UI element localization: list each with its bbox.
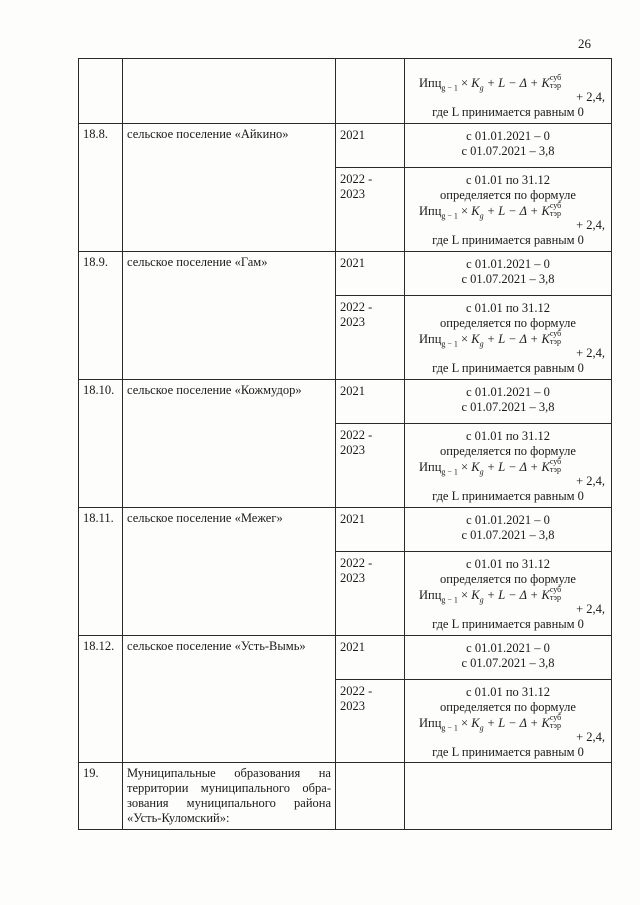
cell-name — [123, 123, 336, 251]
formula-tail: + 2,4, — [576, 345, 605, 360]
cell-value — [405, 295, 612, 379]
year-label: 2021 — [340, 127, 365, 142]
value-line: с 01.01 по 31.12 — [465, 172, 551, 187]
cell-year — [336, 507, 405, 551]
cell-name — [123, 59, 336, 124]
table-row — [79, 507, 612, 551]
cell-year — [336, 251, 405, 295]
row-number: 18.11. — [83, 510, 114, 525]
year-label: 2021 — [340, 639, 365, 654]
formula: $Ипц_{g - 1} \times K_g + L - \Delta + K$ суб тэр — [419, 456, 562, 477]
cell-year — [336, 763, 405, 830]
cell-name — [123, 763, 336, 830]
cell-num — [79, 507, 123, 635]
cell-value — [405, 507, 612, 551]
cell-value — [405, 763, 612, 830]
where-note: где L принимается равным 0 — [432, 616, 584, 631]
value-line: определяется по формуле — [440, 443, 576, 458]
cell-num — [79, 635, 123, 763]
cell-value — [405, 251, 612, 295]
cell-value — [405, 679, 612, 763]
cell-year — [336, 635, 405, 679]
settlement-name: сельское поселение «Гам» — [127, 254, 268, 269]
cell-year — [336, 551, 405, 635]
cell-num — [79, 379, 123, 507]
value-line: с 01.01.2021 – 0 — [466, 640, 550, 655]
formula-tail: + 2,4, — [576, 90, 605, 105]
cell-year — [336, 295, 405, 379]
formula-tail: + 2,4, — [576, 729, 605, 744]
where-note: где L принимается равным 0 — [432, 744, 584, 759]
row-number: 19. — [83, 766, 99, 781]
value-line: с 01.01.2021 – 0 — [466, 384, 550, 399]
table-row-continuation — [79, 59, 612, 124]
cell-num — [79, 763, 123, 830]
year-label: 2022 - 2023 — [340, 299, 373, 329]
table-row — [79, 379, 612, 423]
table-row-municipal — [79, 763, 612, 830]
settlement-name: сельское поселение «Айкино» — [127, 126, 289, 141]
formula: $Ипц_{g - 1} \times K_g + L - \Delta + K$ суб тэр — [419, 712, 562, 733]
cell-num — [79, 251, 123, 379]
value-line: с 01.01 по 31.12 — [465, 556, 551, 571]
formula: $Ипц_{g - 1} \times K_g + L - \Delta + K$ суб тэр — [419, 200, 562, 221]
year-label: 2021 — [340, 255, 365, 270]
year-label: 2022 - 2023 — [340, 171, 373, 201]
value-line: с 01.01.2021 – 0 — [466, 512, 550, 527]
value-line: определяется по формуле — [440, 187, 576, 202]
value-line: с 01.01 по 31.12 — [465, 684, 551, 699]
formula: $Ипц_{g - 1} \times K_g + L - \Delta + K$ суб тэр — [419, 73, 562, 93]
cell-year — [336, 123, 405, 167]
row-number: 18.12. — [83, 638, 115, 653]
table-row — [79, 123, 612, 167]
cell-year — [336, 379, 405, 423]
cell-value — [405, 423, 612, 507]
value-line: определяется по формуле — [440, 315, 576, 330]
cell-year — [336, 59, 405, 124]
cell-value — [405, 551, 612, 635]
formula-tail: + 2,4, — [576, 601, 605, 616]
value-line: определяется по формуле — [440, 571, 576, 586]
formula: $Ипц_{g - 1} \times K_g + L - \Delta + K$ суб тэр — [419, 328, 562, 349]
tariff-table — [78, 58, 611, 830]
value-line: с 01.01 по 31.12 — [465, 428, 551, 443]
formula-tail: + 2,4, — [576, 217, 605, 232]
year-label: 2022 - 2023 — [340, 555, 373, 585]
value-line: с 01.07.2021 – 3,8 — [461, 143, 555, 158]
cell-num — [79, 59, 123, 124]
cell-value — [405, 167, 612, 251]
value-line: с 01.01.2021 – 0 — [466, 256, 550, 271]
value-line: с 01.07.2021 – 3,8 — [461, 271, 555, 286]
row-number: 18.9. — [83, 254, 108, 269]
value-line: определяется по формуле — [440, 699, 576, 714]
year-label: 2021 — [340, 383, 365, 398]
municipality-title: Муниципальные образования на территории муниципального обра-зования муниципального района «Усть-Куломский»: — [127, 766, 331, 826]
settlement-name: сельское поселение «Кожмудор» — [127, 382, 302, 397]
settlement-name: сельское поселение «Усть-Вымь» — [127, 638, 306, 653]
cell-value — [405, 635, 612, 679]
cell-name — [123, 251, 336, 379]
formula-tail: + 2,4, — [576, 473, 605, 488]
where-note: где L принимается равным 0 — [432, 105, 584, 120]
table-row — [79, 635, 612, 679]
settlement-name: сельское поселение «Межег» — [127, 510, 283, 525]
value-line: с 01.01.2021 – 0 — [466, 128, 550, 143]
row-number: 18.10. — [83, 382, 115, 397]
cell-name — [123, 507, 336, 635]
cell-year — [336, 423, 405, 507]
value-line: с 01.07.2021 – 3,8 — [461, 655, 555, 670]
value-line: с 01.01 по 31.12 — [465, 300, 551, 315]
value-line: с 01.07.2021 – 3,8 — [461, 399, 555, 414]
formula: $Ипц_{g - 1} \times K_g + L - \Delta + K$ суб тэр — [419, 584, 562, 605]
where-note: где L принимается равным 0 — [432, 232, 584, 247]
cell-name — [123, 379, 336, 507]
year-label: 2021 — [340, 511, 365, 526]
cell-year — [336, 167, 405, 251]
where-note: где L принимается равным 0 — [432, 488, 584, 503]
value-line: с 01.07.2021 – 3,8 — [461, 527, 555, 542]
year-label: 2022 - 2023 — [340, 427, 373, 457]
page-number: 26 — [578, 36, 591, 51]
table-row — [79, 251, 612, 295]
cell-value — [405, 59, 612, 124]
cell-num — [79, 123, 123, 251]
row-number: 18.8. — [83, 126, 108, 141]
cell-year — [336, 679, 405, 763]
cell-value — [405, 123, 612, 167]
cell-value — [405, 379, 612, 423]
where-note: где L принимается равным 0 — [432, 360, 584, 375]
year-label: 2022 - 2023 — [340, 683, 373, 713]
cell-name — [123, 635, 336, 763]
